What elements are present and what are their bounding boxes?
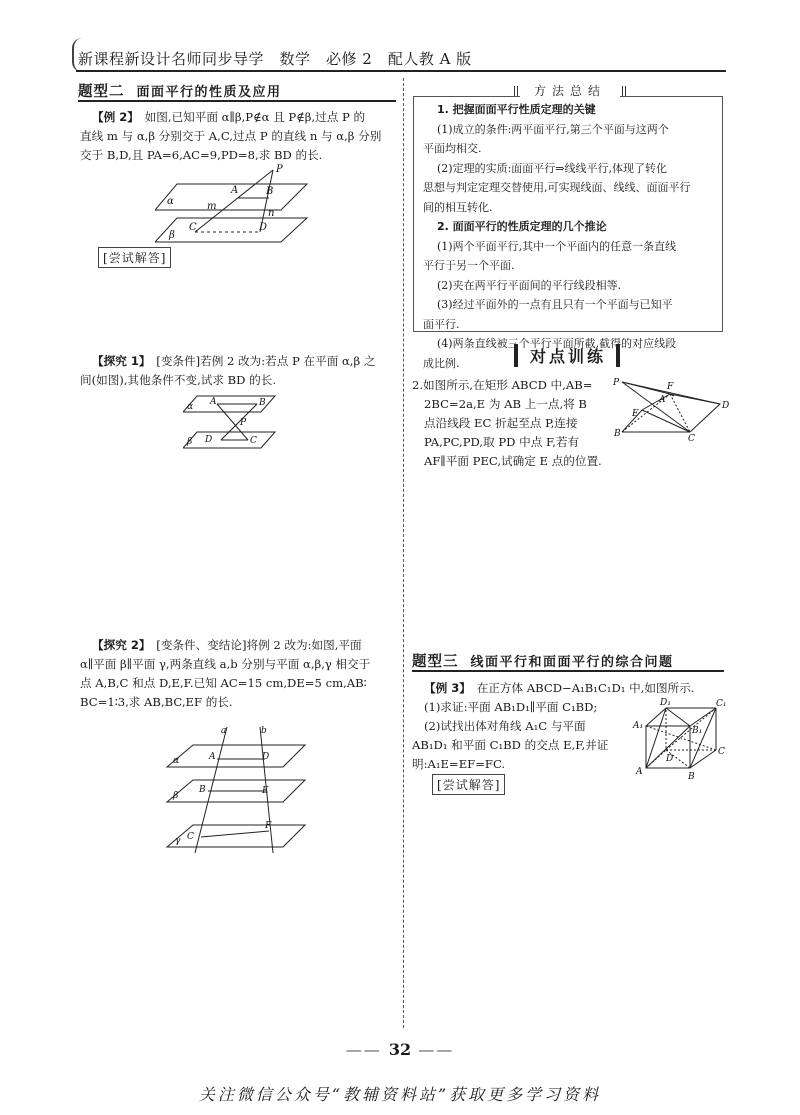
label-f: F	[667, 382, 674, 392]
figure-example-3	[632, 698, 732, 782]
example-line: 明:A₁E=EF=FC.	[412, 757, 506, 771]
method-line: 间的相互转化.	[423, 200, 493, 214]
try-answer-text: 尝试解答	[108, 251, 161, 265]
label-p: P	[276, 164, 283, 175]
label-beta: β	[169, 230, 175, 241]
exercise-2	[412, 376, 622, 471]
label-b-line: b	[261, 726, 267, 736]
explore-line: α∥平面 β∥平面 γ,两条直线 a,b 分别与平面 α,β,γ 相交于	[80, 657, 371, 671]
label-a: A	[636, 767, 643, 777]
example-line: 直线 m 与 α,β 分别交于 A,C,过点 P 的直线 n 与 α,β 分别	[80, 129, 382, 143]
method-line: (1)成立的条件:两平面平行,第三个平面与这两个	[437, 122, 669, 136]
method-subheading: 2. 面面平行的性质定理的几个推论	[437, 220, 607, 233]
label-n: n	[268, 208, 275, 219]
label-a1: A₁	[633, 721, 644, 731]
label-d: D	[722, 401, 730, 411]
method-line: 面平行.	[423, 317, 460, 331]
example-line: 在正方体 ABCD−A₁B₁C₁D₁ 中,如图所示.	[476, 681, 695, 695]
section-tag: 题型二	[78, 84, 125, 100]
label-alpha: α	[173, 756, 180, 766]
heading-rule	[78, 100, 396, 102]
page-number: —— 32 ——	[345, 1040, 455, 1059]
plane-beta	[155, 218, 307, 242]
section-tag: 题型三	[412, 654, 459, 670]
label-b: B	[259, 398, 266, 408]
label-f: F	[265, 821, 272, 831]
practice-banner: 对点训练	[514, 344, 620, 367]
explore-line: [变条件]若例 2 改为:若点 P 在平面 α,β 之	[156, 354, 376, 368]
method-line: (1)两个平面平行,其中一个平面内的任意一条直线	[437, 239, 677, 253]
column-divider	[403, 78, 404, 1028]
section-heading-2	[78, 80, 282, 101]
method-line: 平行于另一个平面.	[423, 259, 515, 272]
method-summary-content	[423, 100, 719, 373]
method-line: (2)夹在两平行平面间的平行线段相等.	[437, 278, 622, 292]
label-beta: β	[187, 437, 193, 447]
method-line: 平面均相交.	[423, 142, 482, 155]
label-c: C	[718, 747, 725, 757]
label-gamma: γ	[175, 836, 181, 846]
label-e: E	[632, 409, 639, 419]
label-b: B	[688, 772, 695, 782]
example-line: (2)试找出体对角线 A₁C 与平面	[424, 719, 586, 733]
method-line: (3)经过平面外的一点有且只有一个平面与已知平	[437, 298, 673, 311]
label-p: P	[613, 378, 620, 388]
label-beta: β	[173, 791, 179, 801]
exercise-line: 点沿线段 EC 折起至点 P,连接	[424, 416, 578, 430]
explore-line: BC=1∶3,求 AB,BC,EF 的长.	[80, 695, 233, 709]
label-b1: B₁	[692, 726, 703, 736]
exercise-line: PA,PC,PD,取 PD 中点 F,若有	[424, 435, 580, 449]
section-title: 面面平行的性质及应用	[136, 85, 282, 100]
try-answer-label-2: [尝试解答]	[432, 774, 505, 795]
label-m: m	[207, 201, 217, 212]
try-answer-label-1: [尝试解答]	[98, 247, 171, 268]
footer-note: 关注微信公众号“教辅资料站”获取更多学习资料	[198, 1085, 602, 1104]
label-c: C	[688, 434, 695, 442]
figure-explore-2	[165, 725, 310, 855]
label-d: D	[666, 754, 674, 764]
figure-explore-1	[183, 394, 283, 450]
method-line: 思想与判定定理交替使用,可实现线面、线线、面面平行	[423, 181, 691, 194]
explore-line: 点 A,B,C 和点 D,E,F.已知 AC=15 cm,DE=5 cm,AB∶	[80, 676, 367, 690]
label-a: A	[659, 395, 666, 405]
label-d: D	[262, 752, 270, 762]
example-label: 【例 2】	[92, 110, 134, 124]
method-summary-title: 方法总结	[520, 82, 620, 99]
explore-1	[80, 352, 400, 390]
explore-2	[80, 636, 400, 712]
exercise-line: 2.如图所示,在矩形 ABCD 中,AB=	[412, 378, 593, 392]
label-d: D	[205, 435, 213, 445]
label-b: B	[199, 785, 206, 795]
section-title: 线面平行和面面平行的综合问题	[470, 655, 674, 670]
label-e: E	[262, 786, 269, 796]
header-rule	[76, 70, 726, 72]
method-line: (4)两条直线被三个平行平面所截,截得的对应线段	[437, 337, 677, 350]
exercise-line: AF∥平面 PEC,试确定 E 点的位置.	[424, 454, 602, 468]
method-subheading: 1. 把握面面平行性质定理的关键	[437, 103, 596, 116]
label-alpha: α	[187, 402, 194, 412]
explore-line: 间(如图),其他条件不变,试求 BD 的长.	[80, 373, 277, 387]
explore-label: 【探究 1】	[92, 354, 145, 368]
label-a: A	[231, 185, 239, 196]
section-heading-3	[412, 650, 674, 671]
label-b: B	[266, 186, 274, 197]
example-line: (1)求证:平面 AB₁D₁∥平面 C₁BD;	[424, 700, 598, 714]
exercise-line: 2BC=2a,E 为 AB 上一点,将 B	[424, 397, 587, 411]
figure-exercise-2	[612, 376, 732, 442]
example-label: 【例 3】	[424, 681, 466, 695]
method-line: (2)定理的实质:面面平行⇒线线平行,体现了转化	[437, 161, 667, 175]
label-d: D	[259, 222, 268, 233]
label-p: P	[240, 418, 247, 428]
page-header: 新课程新设计名师同步导学 数学 必修 2 配人教 A 版	[78, 50, 472, 68]
heading-rule	[412, 670, 724, 672]
example-line: AB₁D₁ 和平面 C₁BD 的交点 E,F,并证	[412, 738, 609, 752]
label-b: B	[614, 429, 621, 439]
label-a-line: a	[221, 726, 227, 736]
label-d1: D₁	[660, 698, 671, 708]
label-alpha: α	[167, 196, 174, 207]
page-number-value: 32	[388, 1040, 412, 1059]
label-a: A	[209, 752, 216, 762]
example-line: 如图,已知平面 α∥β,P∉α 且 P∉β,过点 P 的	[144, 110, 366, 124]
method-line: 成比例.	[423, 356, 460, 370]
label-a: A	[210, 397, 217, 407]
label-c: C	[189, 222, 197, 233]
try-answer-text: 尝试解答	[442, 778, 495, 792]
explore-label: 【探究 2】	[92, 638, 145, 652]
explore-line: [变条件、变结论]将例 2 改为:如图,平面	[156, 638, 362, 652]
label-c1: C₁	[716, 699, 727, 709]
example-2	[80, 108, 400, 165]
example-line: 交于 B,D,且 PA=6,AC=9,PD=8,求 BD 的长.	[80, 148, 323, 162]
label-c: C	[187, 832, 194, 842]
label-c: C	[250, 436, 257, 446]
figure-example-2	[155, 160, 315, 245]
